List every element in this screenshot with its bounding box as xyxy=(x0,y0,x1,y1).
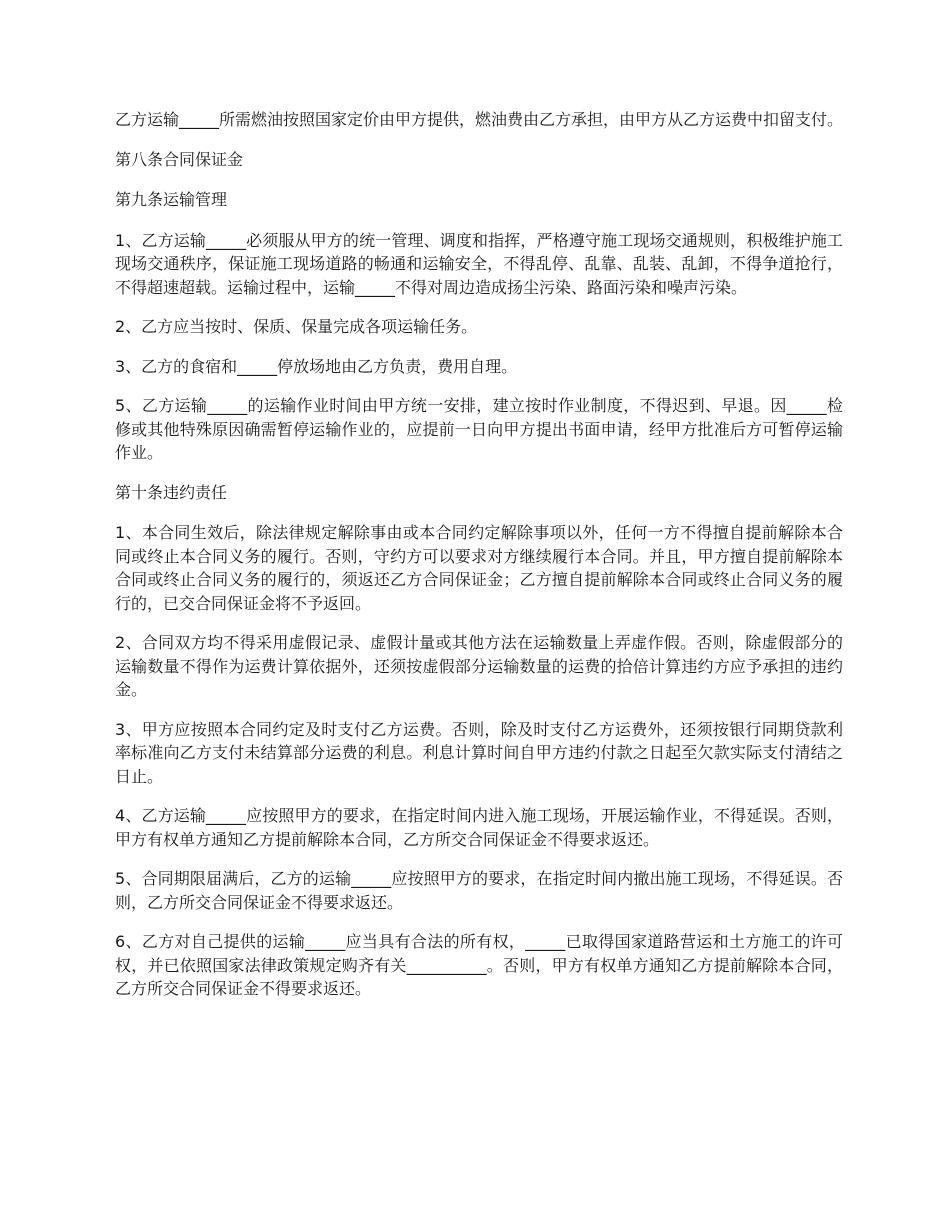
heading-article-9: 第九条运输管理 xyxy=(115,190,228,209)
paragraph-article-9-item-3: 3、乙方的食宿和_____停放场地由乙方负责，费用自理。 xyxy=(115,356,518,376)
paragraph-article-9-item-2: 2、乙方应当按时、保质、保量完成各项运输任务。 xyxy=(115,317,478,336)
document-page xyxy=(115,108,843,1017)
heading-article-8: 第八条合同保证金 xyxy=(115,149,244,169)
paragraph-article-10-item-3: 3、甲方应按照本合同约定及时支付乙方运费。否则，除及时支付乙方运费外，还须按银行同期贷款利率标准向乙方支付未结算部分运费的利息。利息计算时间自甲方违约付款之日起至欠款实际支付清结之日止。 xyxy=(115,719,843,786)
paragraph-article-10-item-6: 6、乙方对自己提供的运输_____应当具有合法的所有权，_____已取得国家道路营运和土方施工的许可权，并已依照国家法律政策规定购齐有关__________。否则，甲方有权单方通知乙方提前解除本合同，乙方所交合同保证金不得要求返还。 xyxy=(115,932,843,998)
heading-article-10: 第十条违约责任 xyxy=(115,482,228,502)
paragraph-article-10-item-1: 1、本合同生效后，除法律规定解除事由或本合同约定解除事项以外，任何一方不得擅自提前解除本合同或终止本合同义务的履行。否则，守约方可以要求对方继续履行本合同。并且，甲方擅自提前解除本合同或终止合同义务的履行的，须返还乙方合同保证金；乙方擅自提前解除本合同或终止合同义务的履行的，已交合同保证金将不予返回。 xyxy=(115,523,843,613)
paragraph-article-10-item-2: 2、合同双方均不得采用虚假记录、虚假计量或其他方法在运输数量上弄虚作假。否则，除虚假部分的运输数量不得作为运费计算依据外，还须按虚假部分运输数量的运费的拾倍计算违约方应予承担的违约金。 xyxy=(115,633,843,699)
paragraph-article-9-item-5: 5、乙方运输_____的运输作业时间由甲方统一安排，建立按时作业制度，不得迟到、早退。因_____检修或其他特殊原因确需暂停运输作业的，应提前一日向甲方提出书面申请，经甲方批准后方可暂停运输作业。 xyxy=(115,396,843,462)
paragraph-article-10-item-4: 4、乙方运输_____应按照甲方的要求，在指定时间内进入施工现场，开展运输作业，不得延误。否则，甲方有权单方通知乙方提前解除本合同，乙方所交合同保证金不得要求返还。 xyxy=(115,806,843,849)
paragraph-article-9-item-1: 1、乙方运输_____必须服从甲方的统一管理、调度和指挥，严格遵守施工现场交通规则，积极维护施工现场交通秩序，保证施工现场道路的畅通和运输安全，不得乱停、乱靠、乱装、乱卸，不得争道抢行，不得超速超载。运输过程中，运输_____不得对周边造成扬尘污染、路面污染和噪声污染。 xyxy=(115,230,843,297)
paragraph-fuel-clause: 乙方运输_____所需燃油按照国家定价由甲方提供，燃油费由乙方承担，由甲方从乙方运费中扣留支付。 xyxy=(115,110,844,129)
paragraph-article-10-item-5: 5、合同期限届满后，乙方的运输_____应按照甲方的要求，在指定时间内撤出施工现场，不得延误。否则，乙方所交合同保证金不得要求返还。 xyxy=(115,869,843,912)
